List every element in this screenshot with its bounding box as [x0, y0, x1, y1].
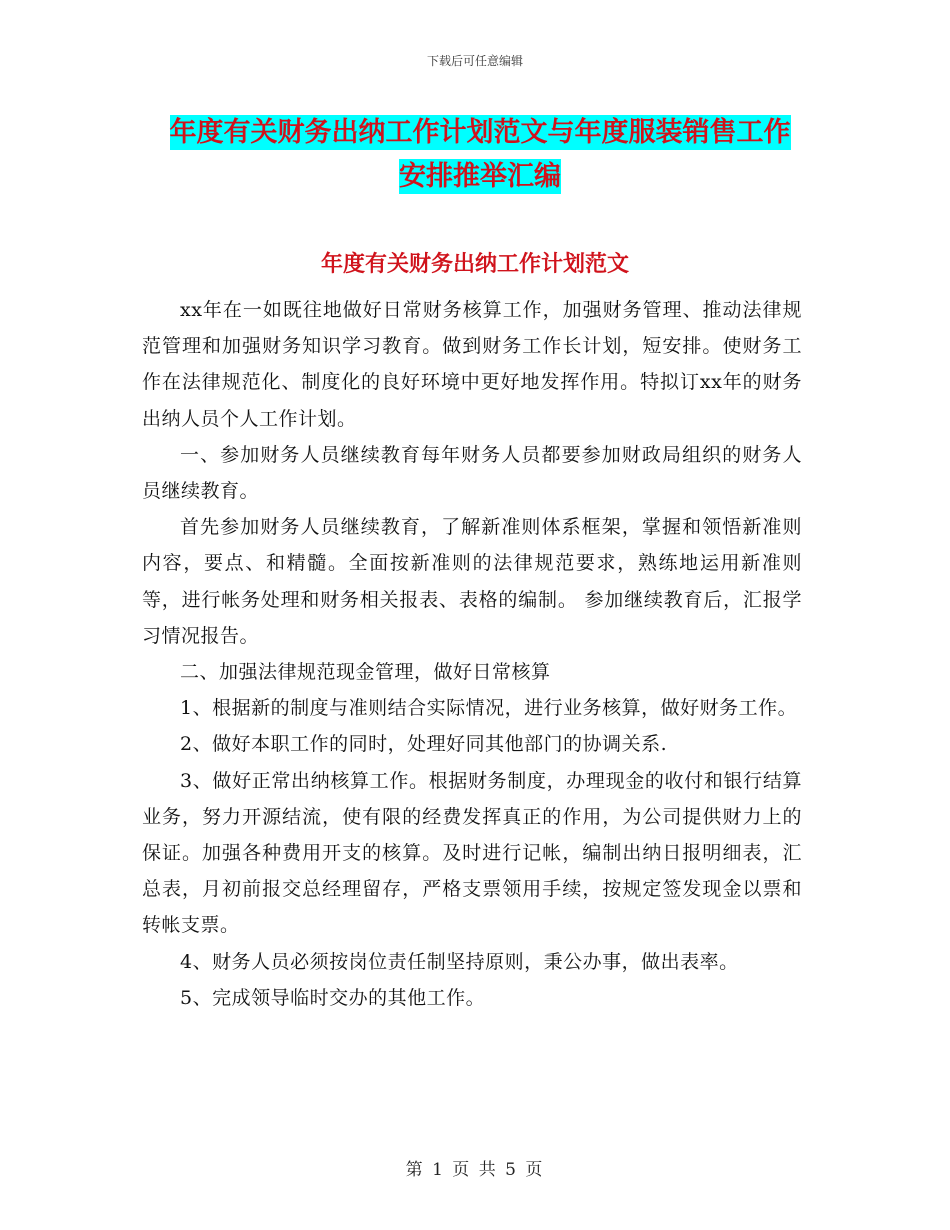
paragraph: 4、财务人员必须按岗位责任制坚持原则，秉公办事，做出表率。 [180, 950, 739, 973]
title-line-2: 安排推举汇编 [399, 161, 561, 192]
document-title [140, 111, 820, 199]
paragraph: 5、完成领导临时交办的其他工作。 [180, 986, 486, 1009]
paragraph: 3、做好正常出纳核算工作。根据财务制度，办理现金的收付和银行结算业务，努力开源结流，使有限的经费发挥真正的作用，为公司提供财力上的保证。加强各种费用开支的核算。及时进行记帐，编制出纳日报明细表，汇总表，月初前报交总经理留存，严格支票领用手续，按规定签发现金以票和转帐支票。 [142, 769, 802, 937]
paragraph: 一、参加财务人员继续教育每年财务人员都要参加财政局组织的财务人员继续教育。 [142, 443, 802, 503]
paragraph: xx年在一如既往地做好日常财务核算工作，加强财务管理、推动法律规范管理和加强财务知识学习教育。做到财务工作长计划，短安排。使财务工作在法律规范化、制度化的良好环境中更好地发挥作用。特拟订xx年的财务出纳人员个人工作计划。 [142, 299, 802, 430]
title-line-1: 年度有关财务出纳工作计划范文与年度服装销售工作 [169, 117, 791, 148]
section-title: 年度有关财务出纳工作计划范文 [320, 252, 629, 277]
paragraph: 首先参加财务人员继续教育，了解新准则体系框架，掌握和领悟新准则内容，要点、和精髓。全面按新准则的法律规范要求，熟练地运用新准则等，进行帐务处理和财务相关报表、表格的编制。 参加继续教育后，汇报学习情况报告。 [142, 516, 802, 647]
header-note: 下载后可任意编辑 [426, 54, 523, 68]
paragraph: 1、根据新的制度与准则结合实际情况，进行业务核算，做好财务工作。 [180, 697, 798, 720]
document-body [142, 292, 802, 1016]
page-footer: 第 1 页 共 5 页 [405, 1160, 545, 1180]
paragraph: 2、做好本职工作的同时，处理好同其他部门的协调关系. [180, 733, 668, 756]
paragraph: 二、加强法律规范现金管理，做好日常核算 [180, 661, 551, 684]
